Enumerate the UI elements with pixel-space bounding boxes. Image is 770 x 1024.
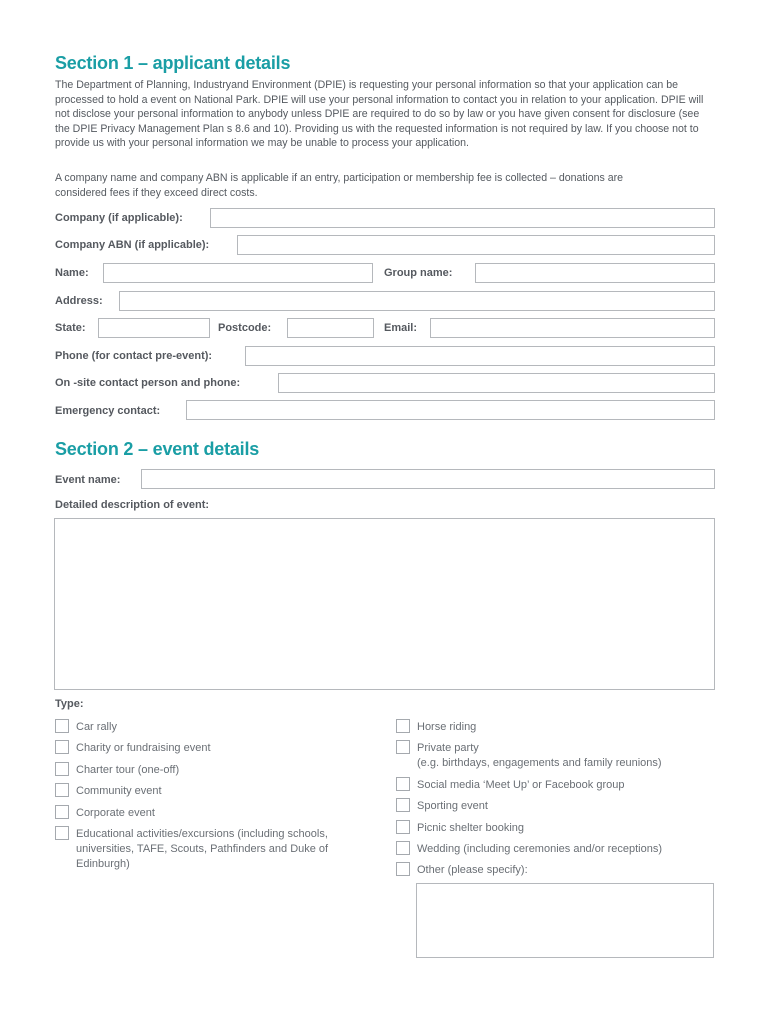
- option-charity-event: Charity or fundraising event: [76, 742, 211, 754]
- address-label: Address:: [55, 295, 103, 307]
- abn-note: A company name and company ABN is applicable if an entry, participation or membership fee is collected – donations are considered fees if they exceed direct costs.: [55, 172, 624, 199]
- state-label: State:: [55, 322, 86, 334]
- option-charter-tour: Charter tour (one-off): [76, 764, 180, 776]
- option-car-rally: Car rally: [76, 721, 117, 733]
- checkbox-corporate-event[interactable]: [55, 805, 69, 819]
- description-label: Detailed description of event:: [55, 499, 210, 511]
- checkbox-other[interactable]: [396, 862, 410, 876]
- type-label: Type:: [55, 698, 84, 710]
- other-specify-textarea[interactable]: [416, 883, 714, 958]
- option-private-party: Private party: [417, 742, 479, 754]
- abn-input[interactable]: [237, 235, 715, 255]
- name-label: Name:: [55, 267, 89, 279]
- option-social-media: Social media ‘Meet Up’ or Facebook group: [417, 779, 625, 791]
- checkbox-picnic-shelter[interactable]: [396, 820, 410, 834]
- option-community-event: Community event: [76, 785, 162, 797]
- postcode-input[interactable]: [287, 318, 374, 338]
- description-textarea[interactable]: [54, 518, 715, 690]
- checkbox-sporting-event[interactable]: [396, 798, 410, 812]
- checkbox-wedding[interactable]: [396, 841, 410, 855]
- event-name-label: Event name:: [55, 474, 121, 486]
- group-name-input[interactable]: [475, 263, 715, 283]
- phone-label: Phone (for contact pre-event):: [55, 350, 213, 362]
- checkbox-charity-event[interactable]: [55, 740, 69, 754]
- option-private-party-note: (e.g. birthdays, engagements and family reunions): [417, 757, 662, 769]
- option-other: Other (please specify):: [417, 864, 528, 876]
- company-label: Company (if applicable):: [55, 212, 183, 224]
- checkbox-horse-riding[interactable]: [396, 719, 410, 733]
- option-corporate-event: Corporate event: [76, 807, 155, 819]
- email-input[interactable]: [430, 318, 715, 338]
- onsite-contact-label: On -site contact person and phone:: [55, 377, 241, 389]
- group-name-label: Group name:: [384, 267, 453, 279]
- checkbox-educational[interactable]: [55, 826, 69, 840]
- event-name-input[interactable]: [141, 469, 715, 489]
- checkbox-charter-tour[interactable]: [55, 762, 69, 776]
- checkbox-car-rally[interactable]: [55, 719, 69, 733]
- emergency-contact-input[interactable]: [186, 400, 715, 420]
- state-input[interactable]: [98, 318, 210, 338]
- option-wedding: Wedding (including ceremonies and/or receptions): [417, 843, 662, 855]
- checkbox-social-media[interactable]: [396, 777, 410, 791]
- option-educational: Educational activities/excursions (including schools, universities, TAFE, Scouts, Pathfinders and Duke of Edinburgh): [76, 828, 329, 870]
- option-sporting-event: Sporting event: [417, 800, 488, 812]
- postcode-label: Postcode:: [218, 322, 272, 334]
- company-input[interactable]: [210, 208, 715, 228]
- email-label: Email:: [384, 322, 418, 334]
- checkbox-private-party[interactable]: [396, 740, 410, 754]
- section1-heading: Section 1 – applicant details: [55, 53, 291, 73]
- abn-label: Company ABN (if applicable):: [55, 239, 210, 251]
- checkbox-community-event[interactable]: [55, 783, 69, 797]
- option-picnic-shelter: Picnic shelter booking: [417, 822, 525, 834]
- name-input[interactable]: [103, 263, 373, 283]
- privacy-paragraph: The Department of Planning, Industryand Environment (DPIE) is requesting your personal information so that your application can be processed to hold a event on National Park. DPIE will use your personal information to contact you in relation to your application. DPIE will not disclose your personal information to anybody unless DPIE are required to do so by law or you have given consent for disclosure (see the DPIE Privacy Management Plan s 8.6 and 10). Providing us with the requested information is not required by law. If you choose not to provide us with your personal information we may be unable to process your application.: [55, 79, 704, 150]
- emergency-contact-label: Emergency contact:: [55, 405, 161, 417]
- onsite-contact-input[interactable]: [278, 373, 715, 393]
- section2-heading: Section 2 – event details: [55, 439, 260, 459]
- address-input[interactable]: [119, 291, 715, 311]
- phone-input[interactable]: [245, 346, 715, 366]
- option-horse-riding: Horse riding: [417, 721, 477, 733]
